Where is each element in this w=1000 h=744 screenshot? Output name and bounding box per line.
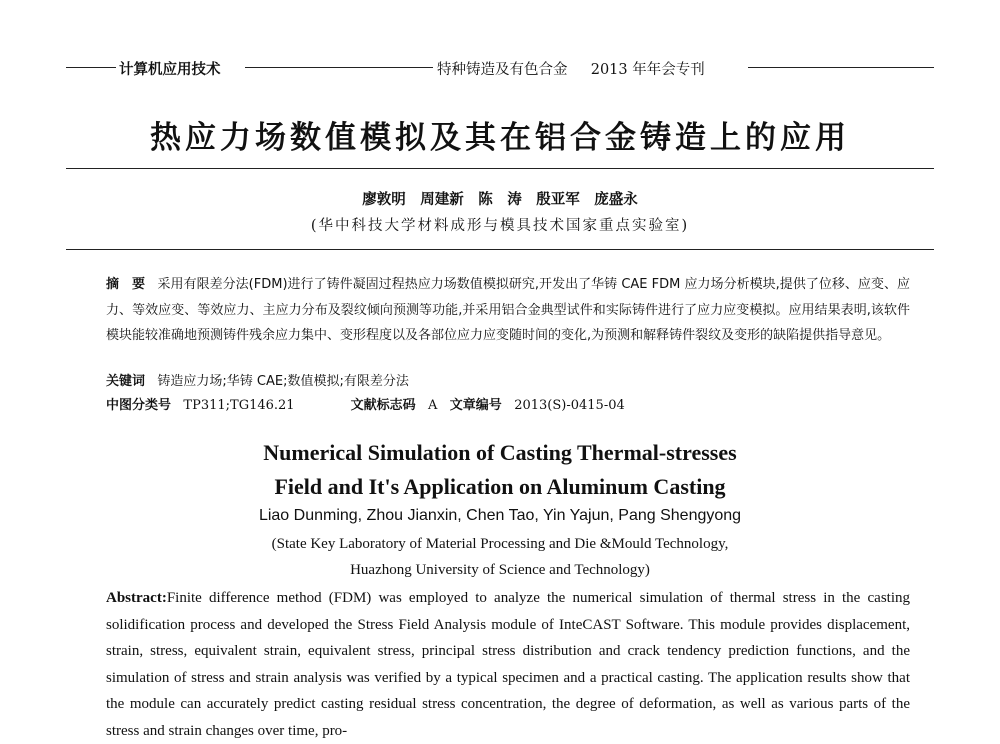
affiliation-cn: (华中科技大学材料成形与模具技术国家重点实验室) [310,218,690,234]
keywords-row [106,370,409,389]
article-no-value: 2013(S)-0415-04 [514,398,625,413]
doc-code-value: A [428,398,438,413]
title-en-line2: Field and It's Application on Aluminum Casting [274,474,726,499]
abstract-cn [106,272,910,349]
article-no-label: 文章编号 [449,398,502,413]
page-title: 热应力场数值模拟及其在铝合金铸造上的应用 [150,120,850,156]
keywords-label: 关键词 [106,374,146,389]
classification-row [106,394,625,413]
clc-value: TP311;TG146.21 [183,398,295,413]
title-en-line1: Numerical Simulation of Casting Thermal-stresses [263,440,737,465]
affiliation-en-line2: Huazhong University of Science and Technology) [350,562,650,578]
header-rule-middle [245,67,433,68]
abstract-en [106,585,910,744]
clc-label: 中图分类号 [106,398,172,413]
journal-issue: 2013 年年会专刊 [590,62,705,78]
affiliation-en-line1: (State Key Laboratory of Material Processing and Die &Mould Technology, [271,536,729,552]
title-rule [66,168,934,169]
running-header-journal [437,58,705,79]
authors-en: Liao Dunming, Zhou Jianxin, Chen Tao, Yin Yajun, Pang Shengyong [258,507,742,524]
doc-code-label: 文献标志码 [350,398,416,413]
authors-cn: 廖敦明 周建新 陈 涛 殷亚军 庞盛永 [362,192,638,208]
abstract-en-text: Finite difference method (FDM) was employed to analyze the numerical simulation of thermal stress in the casting solidification process and developed the Stress Field Analysis module of InteCAST Software. This module provides displacement, strain, stress, equivalent strain, equivalent stress, principal stress distribution and crack tendency prediction functions, and the simulation of stress and strain analysis was verified by a typical specimen and a practical casting. The application results show that the module can accurately predict casting residual stress concentration, the degree of deformation, as well as various parts of the stress and strain changes over time, pro- [106,590,910,739]
abstract-en-label: Abstract: [106,590,167,606]
header-rule-left [66,67,116,68]
affiliation-rule [66,249,934,250]
header-rule-right [748,67,934,68]
abstract-cn-label: 摘 要 [106,277,146,292]
abstract-cn-text: 采用有限差分法(FDM)进行了铸件凝固过程热应力场数值模拟研究,开发出了华铸 CAE FDM 应力场分析模块,提供了位移、应变、应力、等效应变、等效应力、主应力分布及裂纹倾向预测等功能,并采用铝合金典型试件和实际铸件进行了应力应变模拟。应用结果表明,该软件模块能较准确地预测铸件残余应力集中、变形程度以及各部位应力应变随时间的变化,为预测和解释铸件裂纹及变形的缺陷提供指导意见。 [106,277,910,343]
keywords-text: 铸造应力场;华铸 CAE;数值模拟;有限差分法 [157,374,409,389]
journal-name: 特种铸造及有色合金 [437,62,568,78]
running-header-section: 计算机应用技术 [119,62,221,78]
